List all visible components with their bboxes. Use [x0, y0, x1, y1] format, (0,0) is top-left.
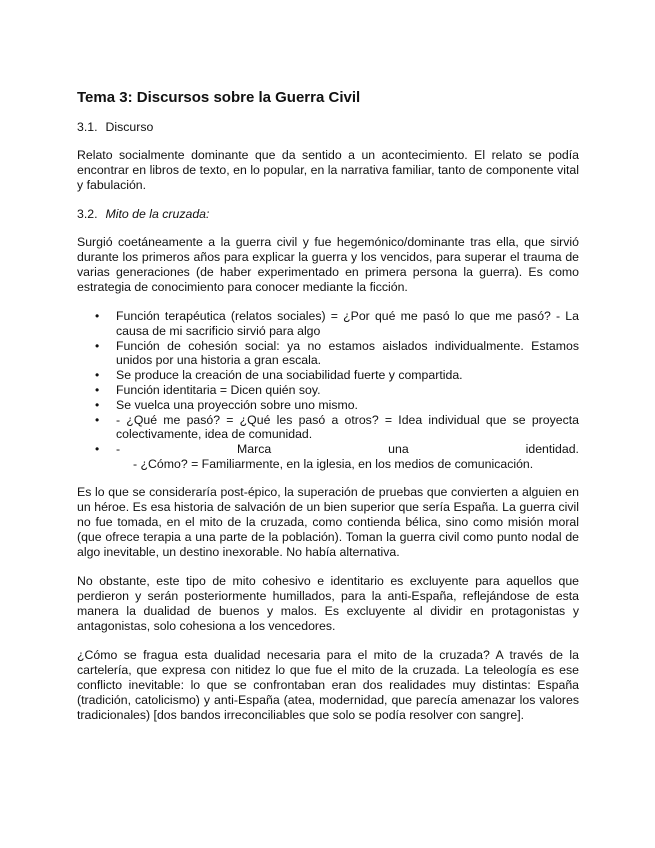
list-item-subline: - ¿Cómo? = Familiarmente, en la iglesia, en los medios de comunicación.	[133, 456, 534, 471]
list-item-text: Función identitaria = Dicen quién soy.	[116, 382, 321, 397]
bullet-icon: •	[95, 382, 100, 397]
section-heading-mito-cruzada	[77, 207, 579, 222]
bullet-icon: •	[95, 338, 100, 353]
paragraph-relato: Relato socialmente dominante que da sentido a un acontecimiento. El relato se podía encontrar en libros de texto, en lo popular, en la narrativa familiar, tanto de componente vital y fabulación.	[77, 148, 579, 192]
word: una	[388, 442, 409, 457]
page-title: Tema 3: Discursos sobre la Guerra Civil	[77, 89, 361, 106]
list-item-justified-line	[116, 442, 579, 457]
paragraph-como-se-fragua: ¿Cómo se fragua esta dualidad necesaria para el mito de la cruzada? A través de la cartelería, que expresa con nitidez lo que fue el mito de la cruzada. La teleología es ese conflicto inevitable: lo que se confrontaban eran dos realidades muy distintas: España (tradición, catolicismo) y anti-España (atea, modernidad, que parecía amenazar los valores tradicionales) [dos bandos irreconciliables que solo se podía resolver con sangre].	[77, 647, 579, 722]
word: Marca	[237, 442, 272, 457]
word: identidad.	[525, 442, 579, 457]
section-heading-discurso	[77, 120, 579, 135]
list-item	[77, 339, 579, 369]
bullet-icon: •	[95, 368, 100, 383]
list-item	[77, 368, 579, 383]
list-item-text: Se produce la creación de una sociabilidad fuerte y compartida.	[116, 368, 463, 383]
list-item-text: Función de cohesión social: ya no estamos aislados individualmente. Estamos unidos por una historia a gran escala.	[116, 338, 579, 368]
word: -	[116, 442, 121, 457]
list-item	[77, 398, 579, 413]
list-item	[77, 442, 579, 472]
section-label: Discurso	[105, 120, 154, 134]
paragraph-no-obstante: No obstante, este tipo de mito cohesivo e identitario es excluyente para aquellos que perdieron y serán posteriormente humillados, para la anti-España, reflejándose de esta manera la dualidad de buenos y malos. Es excluyente al dividir en protagonistas y antagonistas, solo cohesiona a los vencedores.	[77, 573, 579, 633]
section-number: 3.2.	[77, 207, 98, 221]
list-item	[77, 383, 579, 398]
bullet-list	[77, 309, 579, 472]
bullet-icon: •	[95, 442, 100, 457]
list-item	[77, 413, 579, 443]
bullet-icon: •	[95, 397, 100, 412]
bullet-icon: •	[95, 309, 100, 323]
section-number: 3.1.	[77, 120, 98, 134]
list-item-text: Función terapéutica (relatos sociales) = ¿Por qué me pasó lo que me pasó? - La causa de mi sacrificio sirvió para algo	[116, 309, 579, 338]
list-item	[77, 309, 579, 339]
paragraph-surgio: Surgió coetáneamente a la guerra civil y fue hegemónico/dominante tras ella, que sirvió durante los primeros años para explicar la guerra y los vencidos, para superar el trauma de varias generaciones (de haber experimentado en primera persona la guerra). Es como estrategia de conocimiento para conocer mediante la ficción.	[77, 235, 579, 294]
bullet-icon: •	[95, 412, 100, 427]
section-label: Mito de la cruzada:	[105, 207, 210, 221]
list-item-text: Se vuelca una proyección sobre uno mismo.	[116, 397, 358, 412]
document-page	[77, 87, 579, 737]
list-item-text: - ¿Qué me pasó? = ¿Qué les pasó a otros? = Idea individual que se proyecta colectivamente, idea de comunidad.	[116, 412, 579, 442]
paragraph-post-epico: Es lo que se consideraría post-épico, la superación de pruebas que convierten a alguien en un héroe. Es esa historia de salvación de un bien superior que sería España. La guerra civil no fue tomada, en el mito de la cruzada, como contienda bélica, sino como misión moral (que ofrece terapia a una parte de la población). Toman la guerra civil como punto nodal de algo inevitable, un destino inexorable. No había alternativa.	[77, 484, 579, 559]
